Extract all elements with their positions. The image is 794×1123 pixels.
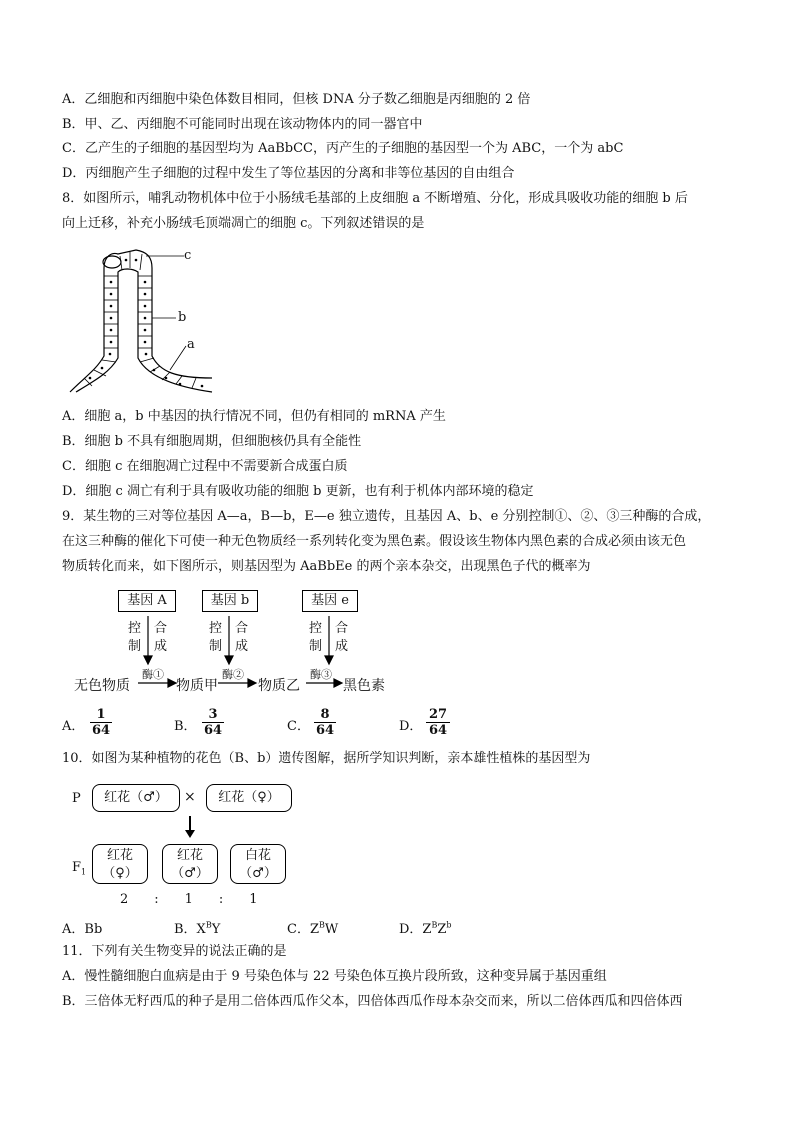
synth-char-2: 成	[154, 639, 168, 654]
q9-option-c-fraction: $\frac{8}{64}$	[315, 707, 335, 738]
f1-c-top: 白花	[244, 848, 271, 863]
enzyme-1: 酶①	[142, 668, 164, 681]
q10-option-a: A．Bb	[62, 922, 103, 937]
inheritance-figure	[68, 782, 298, 912]
q9-stem-3: 物质转化而来，如下图所示，则基因型为 AaBbEe 的两个亲本杂交，出现黑色子代的概率为	[62, 559, 591, 574]
synth-char-1c: 合	[335, 621, 349, 636]
gene-a-box: 基因 A	[118, 590, 176, 612]
synth-char-1: 合	[154, 621, 168, 636]
q9-option-a-fraction: $\frac{1}{64}$	[91, 707, 111, 738]
cross-arrow	[68, 782, 298, 852]
q11-option-b: B．三倍体无籽西瓜的种子是用二倍体西瓜作父本，四倍体西瓜作母本杂交而来，所以二倍体西瓜和四倍体西	[62, 994, 683, 1009]
f1-a-top: 红花	[106, 848, 133, 863]
f1-c-bottom: （♂）	[239, 866, 277, 881]
gene-b-box: 基因 b	[202, 590, 258, 612]
q9-option-a-label: A．	[62, 719, 85, 734]
enzyme-2: 酶②	[222, 668, 244, 681]
f1-ratio: 2 : 1 : 1	[120, 892, 258, 907]
f1-red-male-box	[162, 844, 218, 884]
pathway-figure	[68, 586, 408, 696]
colorless-substance: 无色物质	[74, 678, 130, 694]
label-a: a	[187, 337, 195, 352]
synth-char-2c: 成	[335, 639, 349, 654]
cross-symbol: ×	[184, 789, 196, 805]
q9-option-d-label: D．	[399, 719, 423, 734]
parent-female-box: 红花（♀）	[206, 784, 292, 812]
q8-stem-1: 8．如图所示，哺乳动物机体中位于小肠绒毛基部的上皮细胞 a 不断增殖、分化，形成具吸收功能的细胞 b 后	[62, 191, 688, 206]
control-char-1b: 控	[209, 621, 223, 636]
q7-option-c: C．乙产生的子细胞的基因型均为 AaBbCC，丙产生的子细胞的基因型一个为 ABC，一个为 abC	[62, 141, 624, 156]
f1-white-male-box	[230, 844, 286, 884]
control-char-1: 控	[128, 621, 142, 636]
q10-stem: 10．如图为某种植物的花色（B、b）遗传图解，据所学知识判断，亲本雄性植株的基因型为	[62, 751, 591, 766]
q8-option-a: A．细胞 a，b 中基因的执行情况不同，但仍有相同的 mRNA 产生	[62, 409, 446, 424]
substance-yi: 物质乙	[258, 678, 300, 694]
f1-b-top: 红花	[176, 848, 203, 863]
gene-e-box: 基因 e	[302, 590, 358, 612]
q9-option-b-label: B．	[174, 719, 197, 734]
melanin: 黑色素	[343, 678, 385, 694]
enzyme-3: 酶③	[310, 668, 332, 681]
label-c: c	[184, 248, 192, 263]
q8-option-d: D．细胞 c 凋亡有利于具有吸收功能的细胞 b 更新，也有利于机体内部环境的稳定	[62, 484, 534, 499]
q11-option-a: A．慢性髓细胞白血病是由于 9 号染色体与 22 号染色体互换片段所致，这种变异属于基因重组	[62, 969, 607, 984]
q10-option-c: C．$Z^BW$	[287, 920, 339, 937]
q7-option-a: A．乙细胞和丙细胞中染色体数目相同，但核 DNA 分子数乙细胞是丙细胞的 2 倍	[62, 92, 531, 107]
q10-option-b: B．$X^BY$	[174, 920, 221, 937]
f1-b-bottom: （♂）	[171, 866, 209, 881]
q11-stem: 11．下列有关生物变异的说法正确的是	[62, 944, 287, 959]
parent-male-box: 红花（♂）	[92, 784, 180, 812]
p-label: P	[72, 791, 81, 806]
substance-jia: 物质甲	[176, 678, 218, 694]
control-char-2b: 制	[209, 639, 223, 654]
q9-option-b-fraction: $\frac{3}{64}$	[203, 707, 223, 738]
control-char-1c: 控	[309, 621, 323, 636]
f1-red-female-box	[92, 844, 148, 884]
control-char-2: 制	[128, 639, 142, 654]
q7-option-d: D．丙细胞产生子细胞的过程中发生了等位基因的分离和非等位基因的自由组合	[62, 166, 515, 181]
f1-a-bottom: （♀）	[102, 866, 138, 881]
control-char-2c: 制	[309, 639, 323, 654]
q7-option-b: B．甲、乙、丙细胞不可能同时出现在该动物体内的同一器官中	[62, 117, 423, 132]
label-b: b	[178, 310, 187, 325]
synth-char-2b: 成	[235, 639, 249, 654]
q8-option-b: B．细胞 b 不具有细胞周期，但细胞核仍具有全能性	[62, 434, 362, 449]
f1-label: $F_1$	[72, 860, 87, 877]
villus-figure	[66, 246, 216, 394]
q9-option-c-label: C．	[287, 719, 310, 734]
q10-option-d: D．$Z^BZ^b$	[399, 920, 452, 937]
q8-option-c: C．细胞 c 在细胞凋亡过程中不需要新合成蛋白质	[62, 459, 348, 474]
q9-stem-2: 在这三种酶的催化下可使一种无色物质经一系列转化变为黑色素。假设该生物体内黑色素的合成必须由该无色	[62, 534, 687, 549]
q9-stem-1: 9．某生物的三对等位基因 A—a，B—b，E—e 独立遗传，且基因 A、b、e 分别控制①、②、③三种酶的合成，	[62, 509, 711, 524]
q8-stem-2: 向上迁移，补充小肠绒毛顶端凋亡的细胞 c。下列叙述错误的是	[62, 216, 425, 231]
q9-option-d-fraction: $\frac{27}{64}$	[426, 707, 450, 738]
synth-char-1b: 合	[235, 621, 249, 636]
